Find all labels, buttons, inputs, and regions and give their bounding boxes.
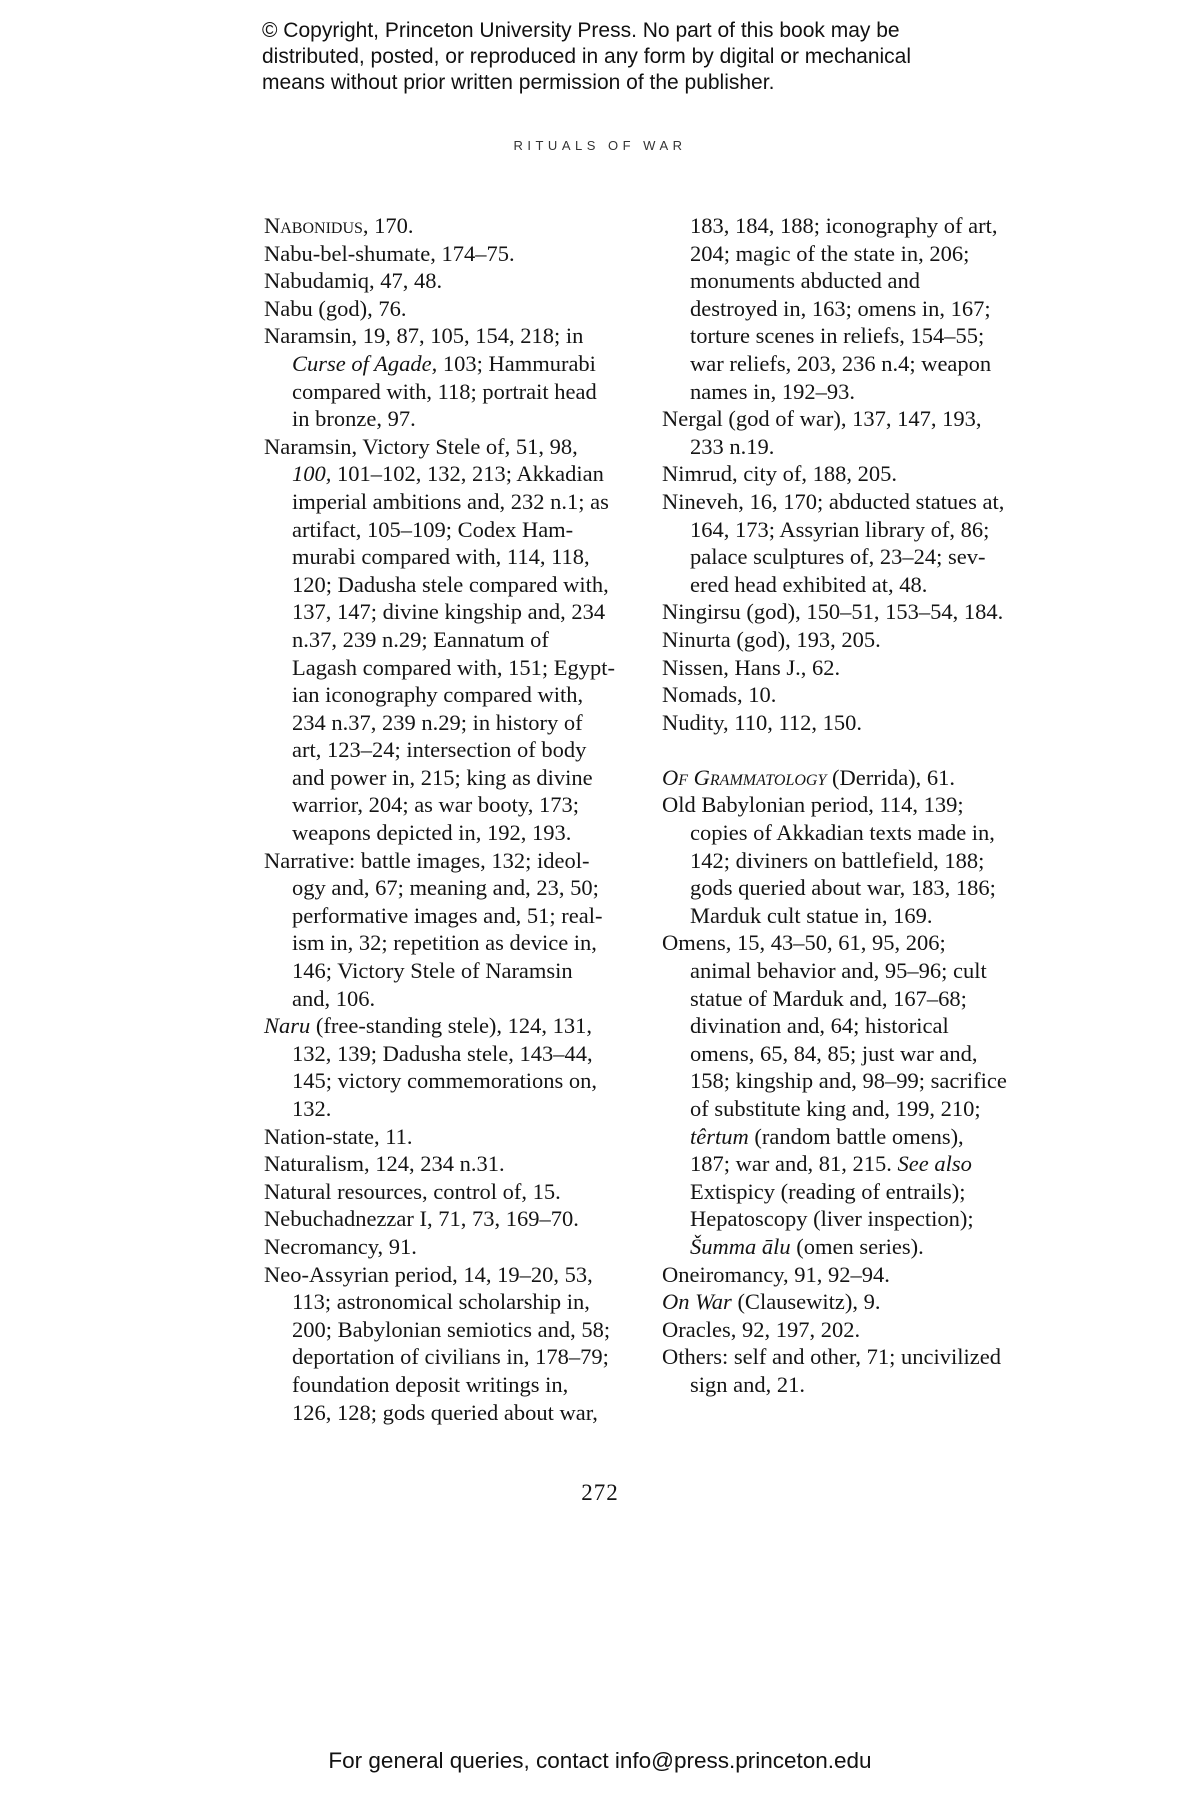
- index-line: 146; Victory Stele of Naramsin: [292, 958, 573, 984]
- index-line: 234 n.37, 239 n.29; in history of: [292, 709, 583, 735]
- index-line: palace sculptures of, 23–24; sev-: [690, 544, 986, 570]
- index-line: n.37, 239 n.29; Eannatum of: [292, 626, 549, 652]
- index-entry: [264, 847, 634, 1013]
- index-line: Necromancy, 91.: [264, 1233, 417, 1259]
- index-line: Marduk cult statue in, 169.: [690, 902, 933, 928]
- index-column-left: [264, 212, 634, 1426]
- index-line: ism in, 32; repetition as device in,: [292, 930, 597, 956]
- index-line: monuments abducted and: [690, 268, 920, 294]
- index-line: 233 n.19.: [690, 433, 775, 459]
- index-entry: [662, 598, 1030, 626]
- index-line: Lagash compared with, 151; Egypt-: [292, 654, 616, 680]
- index-entry: [662, 791, 1030, 929]
- index-column-right: [662, 212, 1030, 1399]
- index-line: names in, 192–93.: [690, 378, 855, 404]
- index-line: performative images and, 51; real-: [292, 902, 603, 928]
- index-line: Nomads, 10.: [662, 682, 777, 708]
- index-line: 142; diviners on battlefield, 188;: [690, 847, 985, 873]
- index-line: Hepatoscopy (liver inspection);: [690, 1206, 974, 1232]
- index-entry: [264, 1233, 634, 1261]
- index-line: imperial ambitions and, 232 n.1; as: [292, 488, 609, 514]
- index-line: Ninurta (god), 193, 205.: [662, 626, 881, 652]
- index-line: weapons depicted in, 192, 193.: [292, 820, 572, 846]
- index-line: murabi compared with, 114, 118,: [292, 544, 590, 570]
- index-line: compared with, 118; portrait head: [292, 378, 597, 404]
- index-entry: [264, 1178, 634, 1206]
- index-line: 132, 139; Dadusha stele, 143–44,: [292, 1040, 593, 1066]
- index-entry: [662, 654, 1030, 682]
- index-line: Nation-state, 11.: [264, 1123, 413, 1149]
- index-line: Nabonidus, 170.: [264, 213, 414, 238]
- index-line: Neo-Assyrian period, 14, 19–20, 53,: [264, 1261, 593, 1287]
- index-line: Nudity, 110, 112, 150.: [662, 709, 862, 735]
- index-entry: [662, 764, 1030, 792]
- index-line: Šumma ālu (omen series).: [690, 1233, 924, 1259]
- index-entry: [662, 929, 1030, 1260]
- index-line: Naramsin, Victory Stele of, 51, 98,: [264, 433, 578, 459]
- copyright-line: © Copyright, Princeton University Press. No part of this book may be: [262, 19, 900, 42]
- index-line: 158; kingship and, 98–99; sacrifice: [690, 1068, 1007, 1094]
- index-entry: [264, 1261, 634, 1427]
- index-line: torture scenes in reliefs, 154–55;: [690, 323, 985, 349]
- index-line: Nergal (god of war), 137, 147, 193,: [662, 406, 982, 432]
- index-line: Nissen, Hans J., 62.: [662, 654, 841, 680]
- index-line: 200; Babylonian semiotics and, 58;: [292, 1316, 611, 1342]
- index-line: 113; astronomical scholarship in,: [292, 1289, 590, 1315]
- index-entry: [662, 488, 1030, 598]
- index-line: 137, 147; divine kingship and, 234: [292, 599, 606, 625]
- index-line: 204; magic of the state in, 206;: [690, 240, 970, 266]
- index-entry: [662, 1288, 1030, 1316]
- index-line: deportation of civilians in, 178–79;: [292, 1344, 609, 1370]
- index-line: Naru (free-standing stele), 124, 131,: [264, 1013, 593, 1039]
- index-line: 120; Dadusha stele compared with,: [292, 571, 609, 597]
- index-line: Nabudamiq, 47, 48.: [264, 268, 443, 294]
- index-line: and power in, 215; king as divine: [292, 764, 593, 790]
- index-entry: [264, 212, 634, 240]
- index-line: Nebuchadnezzar I, 71, 73, 169–70.: [264, 1206, 579, 1232]
- index-entry: [264, 433, 634, 847]
- index-line: Nineveh, 16, 170; abducted statues at,: [662, 488, 1005, 514]
- index-line: Of Grammatology (Derrida), 61.: [662, 764, 956, 790]
- index-entry: [662, 681, 1030, 709]
- index-entry: [662, 405, 1030, 460]
- index-entry-continuation: [662, 212, 1030, 405]
- index-line: 132.: [292, 1096, 332, 1121]
- index-line: of substitute king and, 199, 210;: [690, 1096, 981, 1121]
- index-entry: [662, 1261, 1030, 1289]
- index-line: Narrative: battle images, 132; ideol-: [264, 847, 590, 873]
- index-line: Naturalism, 124, 234 n.31.: [264, 1151, 505, 1177]
- index-entry: [264, 267, 634, 295]
- index-line: Nabu (god), 76.: [264, 295, 407, 321]
- index-entry: [662, 1343, 1030, 1398]
- index-line: copies of Akkadian texts made in,: [690, 820, 995, 846]
- copyright-line: means without prior written permission of the publisher.: [262, 71, 775, 94]
- index-line: art, 123–24; intersection of body: [292, 737, 587, 763]
- index-line: Extispicy (reading of entrails);: [690, 1178, 966, 1204]
- index-line: Ningirsu (god), 150–51, 153–54, 184.: [662, 599, 1004, 625]
- copyright-line: distributed, posted, or reproduced in any form by digital or mechanical: [262, 45, 912, 68]
- index-line: divination and, 64; historical: [690, 1013, 949, 1039]
- index-line: Omens, 15, 43–50, 61, 95, 206;: [662, 930, 946, 956]
- index-line: ered head exhibited at, 48.: [690, 571, 928, 597]
- index-line: têrtum (random battle omens),: [690, 1123, 964, 1149]
- index-line: 100, 101–102, 132, 213; Akkadian: [292, 461, 604, 487]
- index-entry: [662, 709, 1030, 737]
- index-line: On War (Clausewitz), 9.: [662, 1289, 881, 1315]
- index-line: 126, 128; gods queried about war,: [292, 1399, 598, 1425]
- section-gap: [662, 736, 1030, 764]
- index-line: omens, 65, 84, 85; just war and,: [690, 1040, 978, 1066]
- index-line: foundation deposit writings in,: [292, 1371, 569, 1397]
- index-line: Others: self and other, 71; uncivilized: [662, 1344, 1002, 1370]
- index-entry: [662, 1316, 1030, 1344]
- copyright-notice: [262, 18, 1022, 96]
- index-line: ian iconography compared with,: [292, 682, 584, 708]
- index-line: Nabu-bel-shumate, 174–75.: [264, 240, 515, 266]
- index-line: ogy and, 67; meaning and, 23, 50;: [292, 875, 599, 901]
- index-line: animal behavior and, 95–96; cult: [690, 958, 987, 984]
- index-line: in bronze, 97.: [292, 406, 416, 432]
- index-line: 187; war and, 81, 215. See also: [690, 1151, 972, 1177]
- index-line: Curse of Agade, 103; Hammurabi: [292, 350, 596, 376]
- index-entry: [264, 240, 634, 268]
- index-line: artifact, 105–109; Codex Ham-: [292, 516, 574, 542]
- index-line: Natural resources, control of, 15.: [264, 1178, 561, 1204]
- index-entry: [264, 1012, 634, 1122]
- index-line: Nimrud, city of, 188, 205.: [662, 461, 897, 487]
- page-number: 272: [581, 1480, 619, 1505]
- index-line: war reliefs, 203, 236 n.4; weapon: [690, 350, 992, 376]
- index-line: 145; victory commemorations on,: [292, 1068, 597, 1094]
- index-entry: [264, 1150, 634, 1178]
- index-entry: [264, 322, 634, 432]
- index-line: Oracles, 92, 197, 202.: [662, 1316, 861, 1342]
- index-entry: [264, 1123, 634, 1151]
- index-entry: [264, 295, 634, 323]
- index-line: destroyed in, 163; omens in, 167;: [690, 295, 991, 321]
- index-entry: [662, 626, 1030, 654]
- index-entry: [264, 1205, 634, 1233]
- index-line: and, 106.: [292, 985, 376, 1011]
- index-line: 164, 173; Assyrian library of, 86;: [690, 516, 990, 542]
- index-line: 183, 184, 188; iconography of art,: [690, 213, 998, 238]
- index-line: sign and, 21.: [690, 1371, 805, 1397]
- index-line: warrior, 204; as war booty, 173;: [292, 792, 579, 818]
- index-line: Oneiromancy, 91, 92–94.: [662, 1261, 890, 1287]
- index-line: Naramsin, 19, 87, 105, 154, 218; in: [264, 323, 584, 349]
- index-line: gods queried about war, 183, 186;: [690, 875, 996, 901]
- footer-contact: For general queries, contact info@press.princeton.edu: [328, 1748, 872, 1773]
- index-entry: [662, 460, 1030, 488]
- running-head: RITUALS OF WAR: [513, 138, 687, 153]
- index-line: Old Babylonian period, 114, 139;: [662, 792, 964, 818]
- index-line: statue of Marduk and, 167–68;: [690, 985, 967, 1011]
